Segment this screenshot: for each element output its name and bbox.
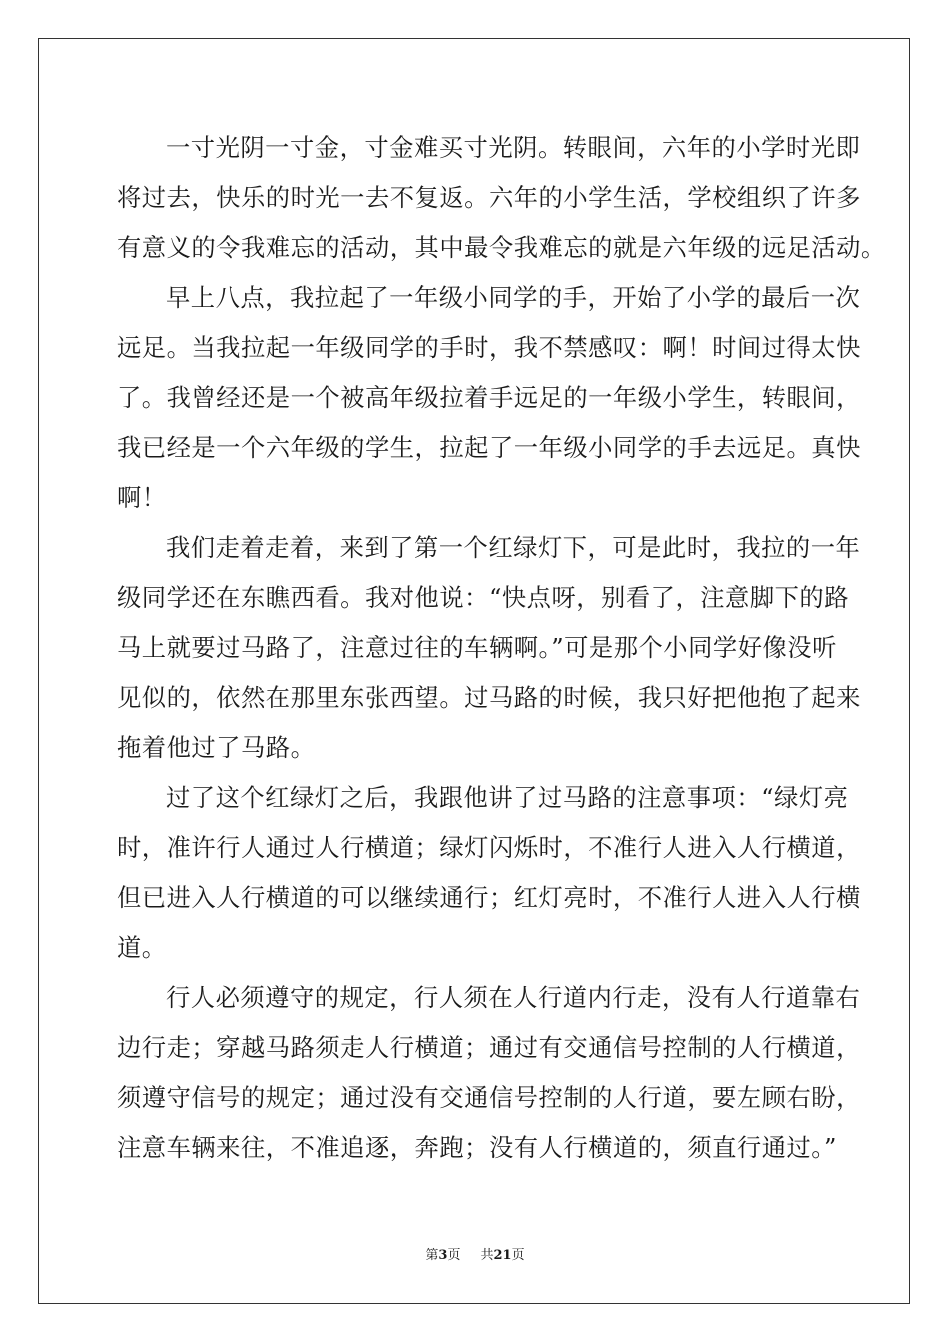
paragraph-line: 行人必须遵守的规定，行人须在人行道内行走，没有人行道靠右 <box>166 983 861 1012</box>
document-body <box>117 123 886 1173</box>
page-suffix: 页 <box>447 1248 461 1263</box>
paragraph-line: 道。 <box>117 933 167 962</box>
paragraph-line: 边行走；穿越马路须走人行横道；通过有交通信号控制的人行横道， <box>117 1033 861 1062</box>
paragraph-line: 啊！ <box>117 483 167 512</box>
total-suffix: 页 <box>511 1248 525 1263</box>
paragraph-line: 见似的，依然在那里东张西望。过马路的时候，我只好把他抱了起来 <box>117 683 861 712</box>
paragraph-line: 将过去，快乐的时光一去不复返。六年的小学生活，学校组织了许多 <box>117 183 861 212</box>
page-prefix: 第 <box>425 1248 439 1263</box>
paragraph-line: 了。我曾经还是一个被高年级拉着手远足的一年级小学生，转眼间， <box>117 383 861 412</box>
paragraph-line: 时，准许行人通过人行横道；绿灯闪烁时，不准行人进入人行横道， <box>117 833 861 862</box>
paragraph-line: 早上八点，我拉起了一年级小同学的手，开始了小学的最后一次 <box>166 283 861 312</box>
page-footer <box>0 1244 950 1263</box>
total-pages: 21 <box>493 1248 512 1263</box>
paragraph-4 <box>117 773 861 973</box>
paragraph-line: 但已进入人行横道的可以继续通行；红灯亮时，不准行人进入人行横 <box>117 883 861 912</box>
paragraph-2 <box>117 273 861 523</box>
paragraph-line: 远足。当我拉起一年级同学的手时，我不禁感叹：啊！时间过得太快 <box>117 333 861 362</box>
paragraph-1 <box>117 123 886 273</box>
paragraph-line: 级同学还在东瞧西看。我对他说：“快点呀，别看了，注意脚下的路 <box>117 583 850 612</box>
paragraph-line: 我已经是一个六年级的学生，拉起了一年级小同学的手去远足。真快 <box>117 433 861 462</box>
paragraph-3 <box>117 523 861 773</box>
paragraph-5 <box>117 973 861 1173</box>
paragraph-line: 须遵守信号的规定；通过没有交通信号控制的人行道，要左顾右盼， <box>117 1083 861 1112</box>
paragraph-line: 一寸光阴一寸金，寸金难买寸光阴。转眼间，六年的小学时光即 <box>166 133 861 162</box>
paragraph-line: 过了这个红绿灯之后，我跟他讲了过马路的注意事项：“绿灯亮 <box>166 783 849 812</box>
paragraph-line: 注意车辆来往，不准追逐，奔跑；没有人行横道的，须直行通过。” <box>117 1133 837 1162</box>
paragraph-line: 拖着他过了马路。 <box>117 733 316 762</box>
paragraph-line: 马上就要过马路了，注意过往的车辆啊。”可是那个小同学好像没听 <box>117 633 837 662</box>
total-prefix: 共 <box>480 1248 494 1263</box>
paragraph-line: 我们走着走着，来到了第一个红绿灯下，可是此时，我拉的一年 <box>166 533 861 562</box>
page-number: 3 <box>438 1248 448 1263</box>
paragraph-line: 有意义的令我难忘的活动，其中最令我难忘的就是六年级的远足活动。 <box>117 233 886 262</box>
